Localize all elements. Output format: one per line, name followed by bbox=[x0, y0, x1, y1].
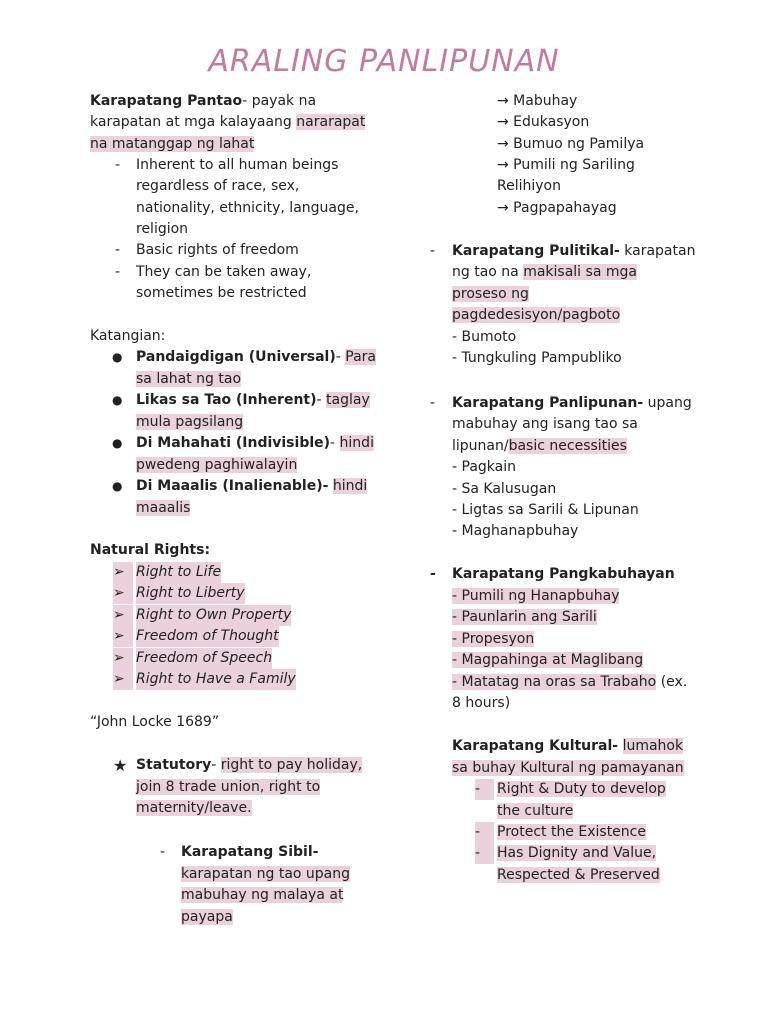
dash-marker: - bbox=[115, 242, 121, 258]
katangian-term: Di Maaalis (Inalienable)- bbox=[136, 478, 329, 494]
definition-text: karapatan bbox=[619, 243, 696, 259]
kultural-item bbox=[497, 843, 656, 864]
katangian-2-line-1 bbox=[136, 390, 370, 411]
sibil-item: → Mabuhay bbox=[497, 93, 578, 109]
separator: - bbox=[330, 435, 340, 451]
highlighted-text: the culture bbox=[497, 803, 574, 819]
taken-away-line-2: sometimes be restricted bbox=[136, 285, 307, 301]
highlighted-text: na matanggap ng lahat bbox=[90, 136, 255, 152]
kultural-item bbox=[497, 779, 666, 800]
natural-right-item bbox=[136, 648, 272, 669]
separator: - bbox=[335, 349, 346, 365]
definition-text: karapatan at mga kalayaang bbox=[90, 114, 297, 130]
highlighted-text: maaalis bbox=[136, 500, 191, 516]
kultural-item-continuation bbox=[497, 865, 660, 886]
inherent-line-4: religion bbox=[136, 221, 189, 237]
definition-text: upang bbox=[643, 395, 692, 411]
highlighted-text: sa buhay Kultural ng pamayanan bbox=[452, 760, 684, 776]
definition-text: - payak na bbox=[242, 93, 317, 109]
panlipunan-item: - Ligtas sa Sarili & Lipunan bbox=[452, 502, 639, 518]
katangian-term: Di Mahahati (Indivisible) bbox=[136, 435, 331, 451]
bullet-marker: ● bbox=[112, 350, 123, 364]
katangian-term: Pandaigdigan (Universal) bbox=[136, 349, 336, 365]
kultural-line-2 bbox=[452, 758, 684, 779]
katangian-4-line-1 bbox=[136, 476, 367, 497]
taken-away-line-1: They can be taken away, bbox=[136, 264, 312, 280]
sibil-line-2 bbox=[181, 885, 343, 906]
natural-right-text: Freedom of Speech bbox=[136, 650, 273, 666]
star-icon: ★ bbox=[113, 756, 128, 775]
arrow-bullet: ➢ bbox=[113, 669, 133, 690]
arrow-bullet: ➢ bbox=[113, 605, 133, 626]
statutory-line-3 bbox=[136, 798, 252, 819]
arrow-bullet: ➢ bbox=[113, 562, 133, 583]
highlighted-text: taglay bbox=[326, 392, 370, 408]
sibil-item: → Bumuo ng Pamilya bbox=[497, 136, 645, 152]
highlighted-text: makisali sa mga bbox=[523, 264, 637, 280]
definition-text: lipunan/ bbox=[452, 438, 509, 454]
highlighted-text: maternity/leave. bbox=[136, 800, 252, 816]
dash-marker: - bbox=[115, 157, 121, 173]
karapatang-sibil-heading bbox=[181, 842, 318, 863]
highlighted-text: Right & Duty to develop bbox=[497, 781, 666, 797]
pangkabuhayan-heading bbox=[452, 564, 675, 585]
panlipunan-line-1 bbox=[452, 393, 692, 414]
kultural-item-continuation bbox=[497, 801, 573, 822]
statutory-line-2 bbox=[136, 777, 320, 798]
katangian-heading: Katangian: bbox=[90, 328, 166, 344]
pulitikal-line-1 bbox=[452, 241, 695, 262]
separator bbox=[618, 738, 622, 754]
inherent-line-3: nationality, ethnicity, language, bbox=[136, 200, 359, 216]
highlighted-text: hindi bbox=[339, 435, 374, 451]
panlipunan-line-2: mabuhay ang isang tao sa bbox=[452, 416, 638, 432]
inherent-line-1: Inherent to all human beings bbox=[136, 157, 339, 173]
statutory-term: Statutory bbox=[136, 757, 212, 773]
highlighted-text: join 8 trade union, right to bbox=[136, 779, 321, 795]
kultural-line-1 bbox=[452, 736, 683, 757]
karapatang-pantao-line-2 bbox=[90, 112, 365, 133]
pangkabuhayan-item bbox=[452, 650, 643, 671]
highlighted-text: - Matatag na oras sa Trabaho bbox=[452, 674, 657, 690]
sibil-item-continuation: Relihiyon bbox=[497, 178, 561, 194]
natural-rights-heading bbox=[90, 540, 210, 561]
katangian-4-line-2 bbox=[136, 498, 190, 519]
inherent-line-2: regardless of race, sex, bbox=[136, 178, 300, 194]
katangian-1-line-2 bbox=[136, 369, 241, 390]
highlighted-text: Has Dignity and Value, bbox=[497, 845, 657, 861]
natural-right-text: Freedom of Thought bbox=[136, 628, 279, 644]
pangkabuhayan-item bbox=[452, 629, 534, 650]
katangian-2-line-2 bbox=[136, 412, 243, 433]
sibil-line-1 bbox=[181, 864, 350, 885]
highlighted-text: - Magpahinga at Maglibang bbox=[452, 652, 644, 668]
pangkabuhayan-item-continuation: 8 hours) bbox=[452, 695, 511, 711]
highlighted-text: - Propesyon bbox=[452, 631, 535, 647]
highlighted-text: pwedeng paghiwalayin bbox=[136, 457, 298, 473]
panlipunan-line-3 bbox=[452, 436, 627, 457]
highlighted-text: pagdedesisyon/pagboto bbox=[452, 307, 621, 323]
john-locke-quote: “John Locke 1689” bbox=[90, 714, 220, 730]
plain-text: (ex. bbox=[656, 674, 688, 690]
dash-marker: - bbox=[115, 264, 121, 280]
highlighted-text: nararapat bbox=[296, 114, 366, 130]
pulitikal-line-2 bbox=[452, 262, 637, 283]
pangkabuhayan-term: Karapatang Pangkabuhayan bbox=[452, 566, 675, 582]
sibil-line-3 bbox=[181, 907, 233, 928]
natural-right-item bbox=[136, 562, 221, 583]
natural-right-text: Right to Life bbox=[136, 564, 222, 580]
dash-marker: - bbox=[475, 779, 494, 800]
natural-right-text: Right to Own Property bbox=[136, 607, 292, 623]
arrow-bullet: ➢ bbox=[113, 583, 133, 604]
basic-rights-line: Basic rights of freedom bbox=[136, 242, 299, 258]
pulitikal-item: - Tungkuling Pampubliko bbox=[452, 350, 622, 366]
natural-right-item bbox=[136, 626, 279, 647]
natural-right-text: Right to Liberty bbox=[136, 585, 245, 601]
natural-right-item bbox=[136, 605, 291, 626]
katangian-3-line-1 bbox=[136, 433, 374, 454]
bullet-marker: ● bbox=[112, 436, 123, 450]
definition-text: ng tao na bbox=[452, 264, 524, 280]
dash-marker: - bbox=[430, 566, 436, 582]
natural-right-item bbox=[136, 583, 245, 604]
highlighted-text: mula pagsilang bbox=[136, 414, 244, 430]
katangian-term: Likas sa Tao (Inherent) bbox=[136, 392, 317, 408]
karapatang-pantao-term: Karapatang Pantao bbox=[90, 93, 243, 109]
page-title: ARALING PANLIPUNAN bbox=[208, 44, 560, 79]
pangkabuhayan-item bbox=[452, 607, 597, 628]
highlighted-text: hindi bbox=[332, 478, 368, 494]
highlighted-text: - Pumili ng Hanapbuhay bbox=[452, 588, 620, 604]
highlighted-text: lumahok bbox=[622, 738, 684, 754]
separator: - bbox=[211, 757, 221, 773]
highlighted-text: - Paunlarin ang Sarili bbox=[452, 609, 597, 625]
bullet-marker: ● bbox=[112, 479, 123, 493]
highlighted-text: sa lahat ng tao bbox=[136, 371, 242, 387]
statutory-line-1 bbox=[136, 755, 362, 776]
pulitikal-line-3 bbox=[452, 284, 529, 305]
highlighted-text: payapa bbox=[181, 909, 233, 925]
dash-marker: - bbox=[160, 844, 166, 860]
arrow-bullet: ➢ bbox=[113, 648, 133, 669]
karapatang-pantao-line-3 bbox=[90, 134, 254, 155]
pulitikal-term: Karapatang Pulitikal- bbox=[452, 243, 620, 259]
karapatang-pantao-line-1 bbox=[90, 91, 316, 112]
panlipunan-item: - Maghanapbuhay bbox=[452, 523, 579, 539]
pangkabuhayan-item bbox=[452, 586, 619, 607]
panlipunan-item: - Pagkain bbox=[452, 459, 516, 475]
dash-marker: - bbox=[430, 243, 436, 259]
pulitikal-line-4 bbox=[452, 305, 620, 326]
highlighted-text: proseso ng bbox=[452, 286, 529, 302]
highlighted-text: karapatan ng tao upang bbox=[181, 866, 351, 882]
sibil-item: → Pagpapahayag bbox=[497, 200, 617, 216]
dash-marker: - bbox=[475, 843, 494, 864]
kultural-term: Karapatang Kultural- bbox=[452, 738, 619, 754]
highlighted-text: mabuhay ng malaya at bbox=[181, 887, 344, 903]
separator: - bbox=[316, 392, 327, 408]
karapatang-sibil-term: Karapatang Sibil- bbox=[181, 844, 319, 860]
sibil-item: → Pumili ng Sariling bbox=[497, 157, 635, 173]
bullet-marker: ● bbox=[112, 393, 123, 407]
natural-rights-label: Natural Rights: bbox=[90, 542, 211, 558]
highlighted-text: Para bbox=[345, 349, 377, 365]
katangian-3-line-2 bbox=[136, 455, 297, 476]
arrow-bullet: ➢ bbox=[113, 626, 133, 647]
highlighted-text: Protect the Existence bbox=[497, 824, 646, 840]
katangian-1-line-1 bbox=[136, 347, 376, 368]
panlipunan-item: - Sa Kalusugan bbox=[452, 481, 557, 497]
pulitikal-item: - Bumoto bbox=[452, 329, 517, 345]
dash-marker: - bbox=[430, 395, 436, 411]
natural-right-item bbox=[136, 669, 296, 690]
dash-marker: - bbox=[475, 822, 494, 843]
pangkabuhayan-item bbox=[452, 672, 687, 693]
highlighted-text: right to pay holiday, bbox=[220, 757, 363, 773]
panlipunan-term: Karapatang Panlipunan- bbox=[452, 395, 644, 411]
sibil-item: → Edukasyon bbox=[497, 114, 590, 130]
natural-right-text: Right to Have a Family bbox=[136, 671, 296, 687]
kultural-item bbox=[497, 822, 646, 843]
highlighted-text: Respected & Preserved bbox=[497, 867, 660, 883]
highlighted-text: basic necessities bbox=[508, 438, 627, 454]
